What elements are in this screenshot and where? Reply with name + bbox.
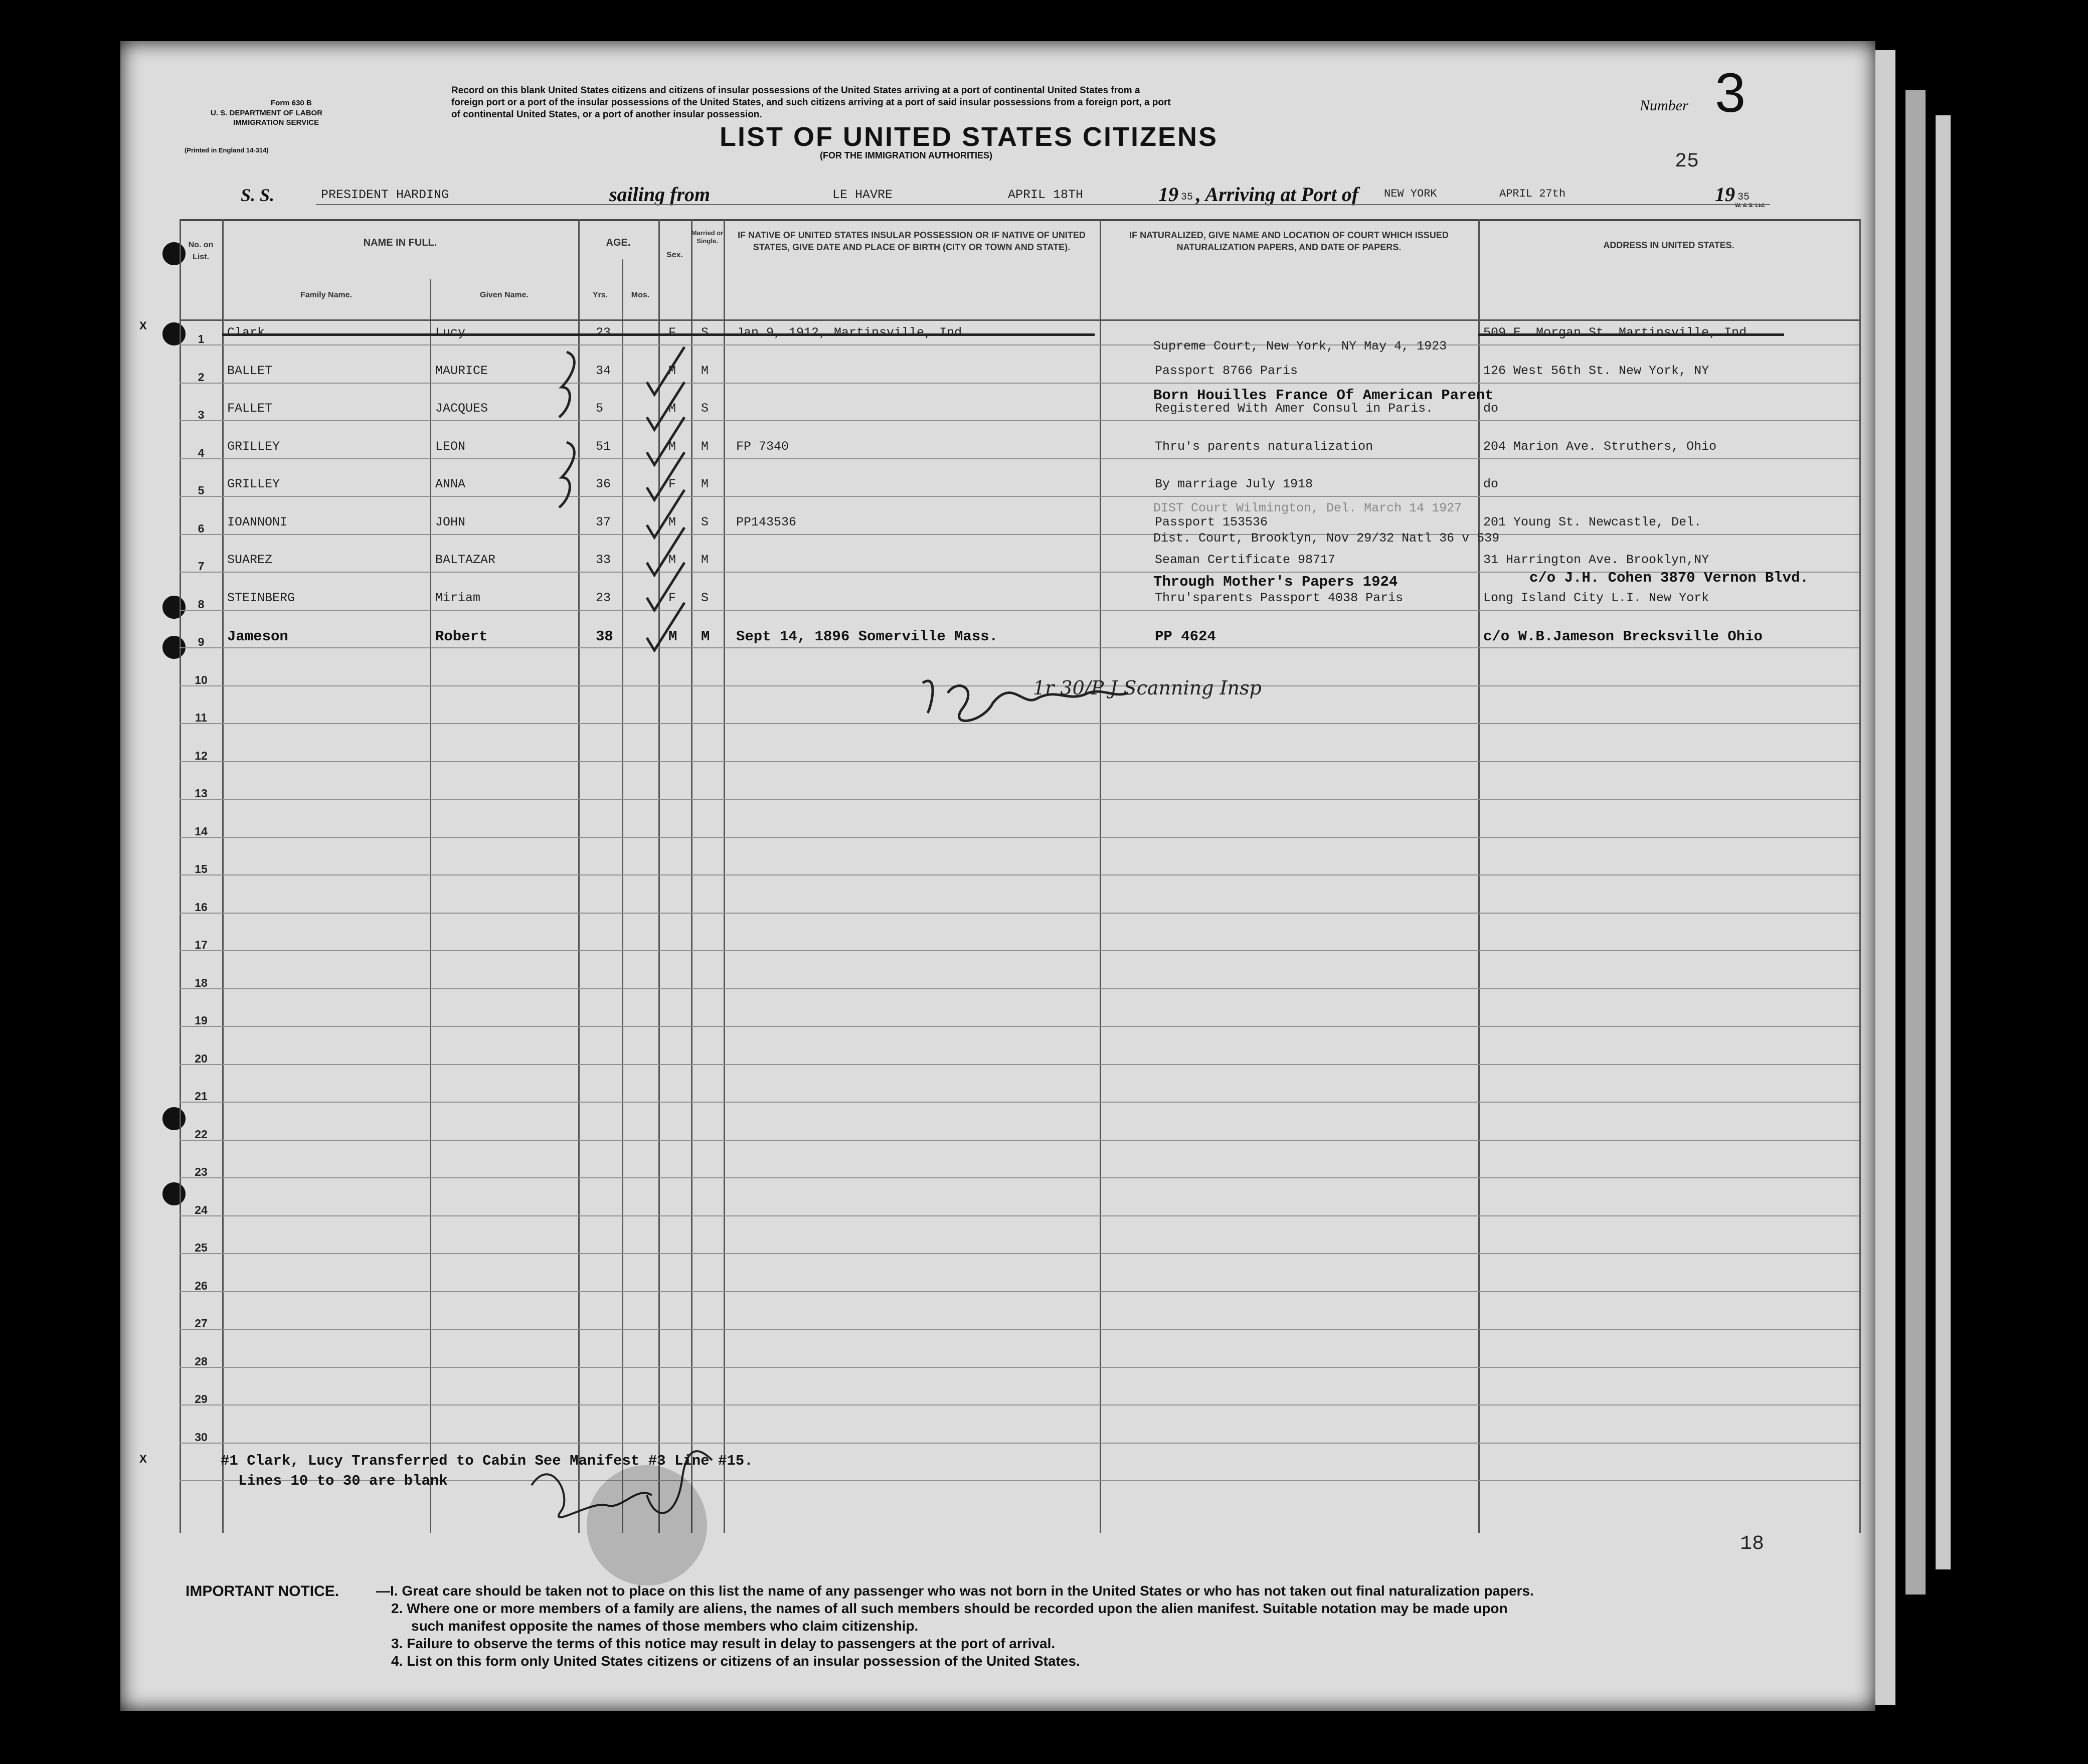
header-mos: Mos. — [631, 291, 650, 299]
year-prefix-2: 19 — [1715, 183, 1735, 206]
line-number: 4 — [198, 446, 205, 459]
given-name-cell: Lucy — [435, 325, 466, 340]
intro-line: Record on this blank United States citizens and citizens of insular possessions of the United States arriving at a port of continental United States from a — [451, 85, 1140, 96]
family-name-cell: FALLET — [227, 401, 273, 416]
age-cell: 23 — [596, 325, 611, 340]
naturalization-cell: Registered With Amer Consul in Paris. — [1155, 401, 1434, 416]
header-age: AGE. — [606, 237, 631, 248]
line-number: 15 — [195, 862, 208, 875]
line-number: 26 — [195, 1279, 208, 1292]
marital-cell: S — [701, 401, 709, 416]
sex-cell: F — [668, 325, 676, 340]
inspector-signature: 1r 30/P J Scanning Insp — [1033, 677, 1262, 699]
family-name-cell: Jameson — [227, 628, 288, 645]
page-title: LIST OF UNITED STATES CITIZENS — [720, 122, 1218, 152]
page-subtitle: (FOR THE IMMIGRATION AUTHORITIES) — [820, 150, 992, 160]
marital-cell: S — [701, 514, 709, 530]
address-cell: do — [1483, 401, 1499, 416]
marital-cell: S — [701, 325, 709, 340]
age-cell: 37 — [596, 514, 611, 530]
address-cell: 126 West 56th St. New York, NY — [1483, 363, 1709, 378]
given-name-cell: LEON — [435, 439, 466, 454]
header-yrs: Yrs. — [592, 291, 608, 299]
naturalization-cell: By marriage July 1918 — [1155, 477, 1313, 491]
port-from: LE HAVRE — [832, 188, 893, 202]
nat-extra: Through Mother's Papers 1924 — [1153, 574, 1398, 590]
marital-cell: S — [701, 590, 709, 605]
sex-cell: F — [668, 590, 676, 605]
marital-cell: M — [701, 553, 709, 567]
intro-line: foreign port or a port of the insular possessions of the United States, and such citizens arriving at a port of said insular possessions from a foreign port, a port — [451, 97, 1171, 108]
sex-cell: M — [668, 363, 676, 378]
transfer-note: #1 Clark, Lucy Transferred to Cabin See Manifest #3 Line #15. — [221, 1453, 753, 1469]
header-birth: IF NATIVE OF UNITED STATES INSULAR POSSESSION OR IF NATIVE OF UNITED STATES, GIVE DATE AND PLACE OF BIRTH (CITY OR TOWN AND STATE). — [738, 230, 1086, 252]
stamp-number: 25 — [1675, 150, 1699, 173]
line-number: 30 — [195, 1430, 208, 1444]
checkmark-icon — [559, 347, 684, 650]
family-name-cell: Clark — [227, 325, 265, 340]
age-cell: 33 — [596, 553, 611, 567]
header-naturalized: IF NATURALIZED, GIVE NAME AND LOCATION OF COURT WHICH ISSUED NATURALIZATION PAPERS, AND DATE OF PAPERS. — [1129, 230, 1449, 252]
given-name-cell: JACQUES — [435, 401, 488, 416]
notice-item: 3. Failure to observe the terms of this notice may result in delay to passengers at the port of arrival. — [391, 1636, 1056, 1651]
arriving-label: , Arriving at Port of — [1196, 183, 1359, 206]
header-family: Family Name. — [300, 291, 353, 299]
line-number: 18 — [195, 976, 208, 989]
department: U. S. DEPARTMENT OF LABOR — [211, 109, 323, 117]
line-number: 23 — [195, 1165, 208, 1178]
line-number: 9 — [198, 635, 205, 648]
line-number: 12 — [195, 749, 208, 762]
sex-cell: F — [668, 477, 676, 491]
given-name-cell: JOHN — [435, 514, 466, 530]
family-name-cell: GRILLEY — [227, 477, 280, 491]
family-name-cell: GRILLEY — [227, 439, 280, 454]
age-cell: 23 — [596, 590, 611, 605]
header-address: ADDRESS IN UNITED STATES. — [1603, 240, 1734, 250]
page-number: 18 — [1740, 1533, 1765, 1555]
naturalization-cell: Seaman Certificate 98717 — [1155, 553, 1336, 567]
notice-label: IMPORTANT NOTICE. — [186, 1583, 339, 1600]
naturalization-cell: Thru'sparents Passport 4038 Paris — [1155, 590, 1404, 605]
header-sex: Sex. — [666, 251, 683, 259]
manifest-sheet — [120, 41, 1875, 1711]
line-number: 2 — [198, 370, 205, 384]
family-name-cell: SUAREZ — [227, 553, 273, 567]
header-married: Married or Single. — [691, 229, 724, 245]
given-name-cell: Miriam — [435, 590, 481, 605]
line-number: 21 — [195, 1090, 208, 1103]
year-prefix: 19 — [1158, 183, 1178, 206]
age-cell: 51 — [596, 439, 611, 454]
given-name-cell: ANNA — [435, 477, 466, 491]
intro-line: of continental United States, or a port of another insular possession. — [451, 109, 762, 120]
nat-extra: Born Houilles France Of American Parent — [1153, 387, 1494, 404]
line-number: 25 — [195, 1241, 208, 1254]
port-to: NEW YORK — [1384, 188, 1437, 200]
age-cell: 36 — [596, 477, 611, 491]
header-name: NAME IN FULL. — [363, 237, 437, 248]
nat-extra: Dist. Court, Brooklyn, Nov 29/32 Natl 36 v 539 — [1153, 531, 1500, 546]
family-name-cell: STEINBERG — [227, 590, 295, 605]
age-cell: 5 — [596, 401, 604, 416]
family-name-cell: BALLET — [227, 363, 273, 378]
nat-extra: DIST Court Wilmington, Del. March 14 1927 — [1153, 501, 1462, 515]
line-number: 14 — [195, 824, 208, 838]
line-number: 19 — [195, 1014, 208, 1027]
line-number: 11 — [195, 711, 208, 724]
line-number: 16 — [195, 900, 208, 914]
header-no: No. on List. — [188, 241, 214, 261]
age-cell: 34 — [596, 363, 611, 378]
sheet-edge — [1875, 50, 1895, 1705]
ink-smudge-icon — [587, 1465, 707, 1585]
given-name-cell: BALTAZAR — [435, 553, 496, 567]
blank-lines-note: Lines 10 to 30 are blank — [238, 1473, 448, 1489]
address-cell: do — [1483, 477, 1499, 491]
printed-note: (Printed in England 14-314) — [185, 146, 269, 154]
sheet-edge — [1905, 90, 1926, 1595]
line-number: 22 — [195, 1127, 208, 1141]
notice-item: —I. Great care should be taken not to place on this list the name of any passenger who was not born in the United States or who has not taken out final naturalization papers. — [376, 1583, 1534, 1599]
naturalization-cell: Passport 8766 Paris — [1155, 363, 1298, 378]
line-number: 1 — [198, 332, 205, 345]
age-cell: 38 — [596, 628, 613, 645]
line-number: 29 — [195, 1392, 208, 1405]
birth-cell: Sept 14, 1896 Somerville Mass. — [736, 628, 998, 645]
header-given: Given Name. — [480, 291, 529, 299]
line-number: 27 — [195, 1317, 208, 1330]
line-number: 7 — [198, 560, 205, 573]
sex-cell: M — [668, 628, 677, 645]
naturalization-cell: PP 4624 — [1155, 628, 1216, 645]
sex-cell: M — [668, 401, 676, 416]
depart-date: APRIL 18TH — [1008, 188, 1084, 202]
address-cell: 201 Young St. Newcastle, Del. — [1483, 514, 1702, 530]
sex-cell: M — [668, 553, 676, 567]
line-number: 13 — [195, 787, 208, 800]
service: IMMIGRATION SERVICE — [233, 118, 319, 127]
address-cell: c/o W.B.Jameson Brecksville Ohio — [1483, 628, 1763, 645]
arrive-date: APRIL 27th — [1499, 188, 1566, 200]
given-name-cell: MAURICE — [435, 363, 488, 378]
marital-cell: M — [701, 439, 709, 454]
nat-extra: Supreme Court, New York, NY May 4, 1923 — [1153, 339, 1447, 354]
sailing-label: sailing from — [609, 183, 711, 206]
ship-name: PRESIDENT HARDING — [321, 188, 449, 202]
family-name-cell: IOANNONI — [227, 514, 288, 530]
row1-x-mark: X — [139, 319, 147, 332]
naturalization-cell: Thru's parents naturalization — [1155, 439, 1373, 454]
marital-cell: M — [701, 363, 709, 378]
sheet-edge — [1936, 115, 1951, 1569]
address-cell: 509 E. Morgan St. Martinsville, Ind. — [1483, 325, 1755, 340]
sex-cell: M — [668, 439, 676, 454]
line-number: 28 — [195, 1354, 208, 1368]
form-number: Form 630 B — [271, 99, 312, 107]
notice-item: such manifest opposite the names of those members who claim citizenship. — [411, 1618, 919, 1634]
bottom-x-mark: X — [139, 1453, 147, 1465]
printer-mark: W. & S. Ltd. — [1735, 203, 1766, 209]
line-number: 6 — [198, 521, 205, 535]
notice-item: 4. List on this form only United States citizens or citizens of an insular possession of the United States. — [391, 1653, 1080, 1669]
sex-cell: M — [668, 514, 676, 530]
marital-cell: M — [701, 477, 709, 491]
birth-cell: FP 7340 — [736, 439, 789, 454]
line-number: 10 — [195, 673, 208, 686]
address-cell: 31 Harrington Ave. Brooklyn,NY — [1483, 553, 1709, 567]
birth-cell: Jan.9, 1912, Martinsville, Ind. — [736, 325, 970, 340]
line-number: 8 — [198, 597, 205, 611]
marital-cell: M — [701, 628, 710, 645]
notice-item: 2. Where one or more members of a family are aliens, the names of all such members should be recorded upon the alien manifest. Suitable notation may be made upon — [391, 1601, 1508, 1616]
line-number: 5 — [198, 484, 205, 497]
addr-extra: c/o J.H. Cohen 3870 Vernon Blvd. — [1529, 570, 1809, 586]
ss-label: S. S. — [241, 185, 275, 205]
address-cell: 204 Marion Ave. Struthers, Ohio — [1483, 439, 1717, 454]
line-number: 20 — [195, 1051, 208, 1065]
address-cell: Long Island City L.I. New York — [1483, 590, 1709, 605]
line-number: 17 — [195, 938, 208, 951]
naturalization-cell: Passport 153536 — [1155, 514, 1268, 530]
line-number: 24 — [195, 1203, 208, 1216]
year1: 35 — [1181, 192, 1193, 203]
year2: 35 — [1737, 192, 1750, 203]
line-number: 3 — [198, 408, 205, 421]
number-label: Number — [1640, 97, 1688, 114]
list-number: 3 — [1715, 62, 1746, 124]
given-name-cell: Robert — [435, 628, 488, 645]
birth-cell: PP143536 — [736, 514, 797, 530]
